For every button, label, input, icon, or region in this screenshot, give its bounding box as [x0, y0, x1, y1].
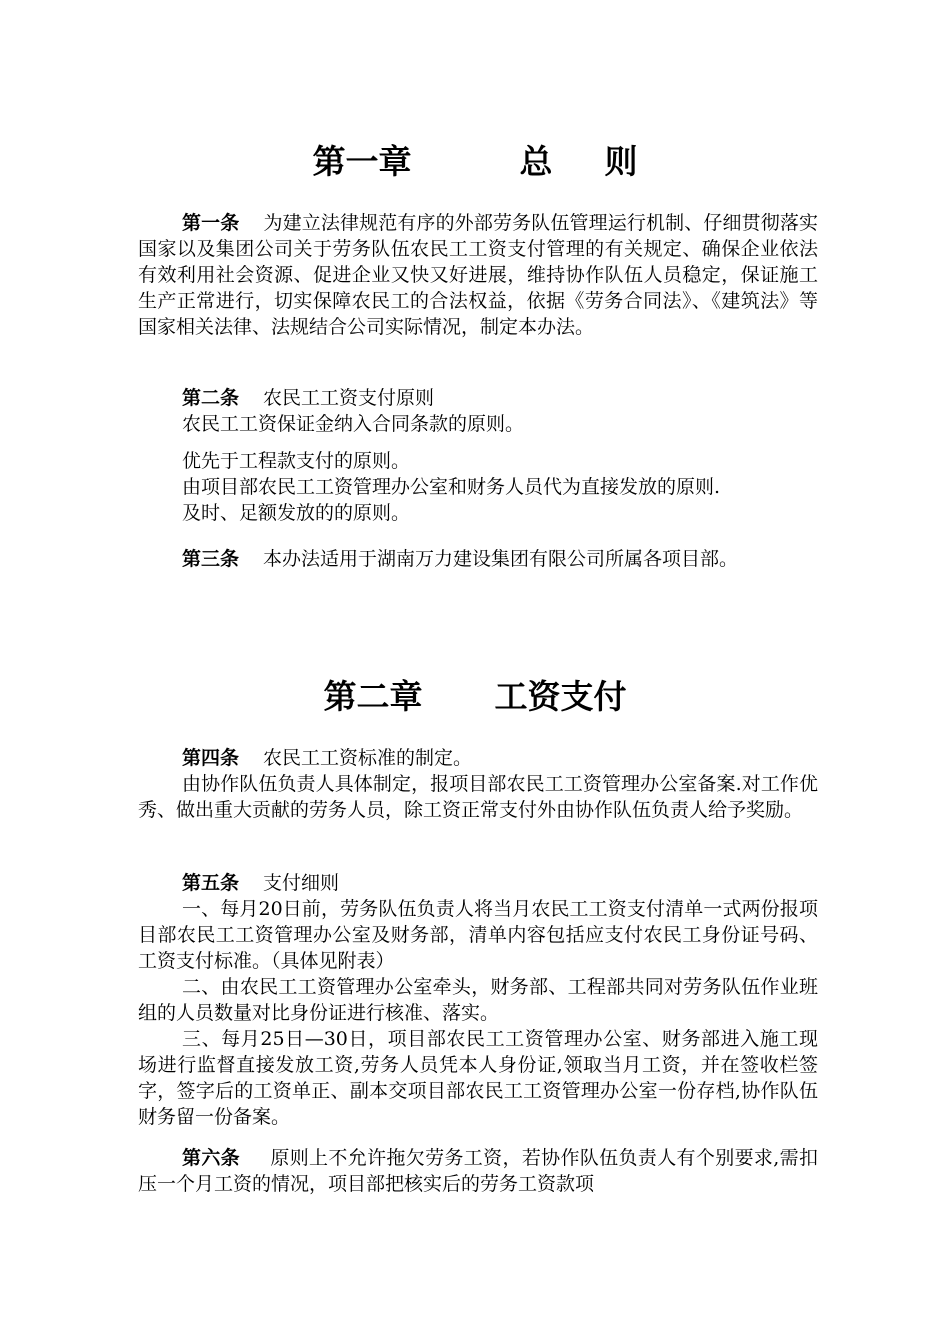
article-5 [138, 870, 818, 896]
article-2-principle-4: 及时、足额发放的的原则。 [182, 502, 411, 524]
article-2-principle-2: 优先于工程款支付的原则。 [182, 450, 411, 472]
chapter-1-title [0, 142, 950, 182]
article-5-item-1: 一、每月20日前，劳务队伍负责人将当月农民工工资支付清单一式两份报项目部农民工工资管理办公室及财务部，清单内容包括应支付农民工身份证号码、工资支付标准。（具体见附表） [138, 898, 818, 972]
article-5-item-3: 三、每月25日—30日，项目部农民工工资管理办公室、财务部进入施工现场进行监督直接发放工资,劳务人员凭本人身份证,领取当月工资，并在签收栏签字，签字后的工资单正、副本交项目部农民工工资管理办公室一份存档,协作队伍财务留一份备案。 [138, 1028, 818, 1128]
article-3-text: 本办法适用于湖南万力建设集团有限公司所属各项目部。 [263, 548, 739, 570]
article-5-item-2: 二、由农民工工资管理办公室牵头，财务部、工程部共同对劳务队伍作业班组的人员数量对比身份证进行核准、落实。 [138, 976, 818, 1024]
article-1-label: 第一条 [182, 212, 240, 234]
article-4-text: 由协作队伍负责人具体制定，报项目部农民工工资管理办公室备案.对工作优秀、做出重大贡献的劳务人员，除工资正常支付外由协作队伍负责人给予奖励。 [138, 773, 818, 821]
article-4-label: 第四条 [182, 747, 240, 769]
article-3-label: 第三条 [182, 548, 240, 570]
chapter-1-number: 第一章 [312, 142, 412, 181]
chapter-2-name: 工资支付 [494, 677, 627, 716]
article-6-label: 第六条 [182, 1147, 241, 1169]
article-2 [138, 385, 818, 411]
article-2-heading: 农民工工资支付原则 [263, 387, 435, 409]
article-6-text: 原则上不允许拖欠劳务工资，若协作队伍负责人有个别要求,需扣压一个月工资的情况，项目部把核实后的劳务工资款项 [138, 1147, 818, 1195]
chapter-1-title-char-1: 总 [519, 142, 553, 181]
article-1 [138, 210, 818, 340]
article-5-heading: 支付细则 [263, 872, 340, 894]
chapter-1-title-char-2: 则 [604, 142, 638, 181]
chapter-2-number: 第二章 [323, 677, 423, 716]
article-5-label: 第五条 [182, 872, 240, 894]
article-4 [138, 745, 818, 771]
article-1-text: 为建立法律规范有序的外部劳务队伍管理运行机制、仔细贯彻落实国家以及集团公司关于劳务队伍农民工工资支付管理的有关规定、确保企业依法有效利用社会资源、促进企业又快又好进展，维持协作队伍人员稳定，保证施工生产正常进行，切实保障农民工的合法权益，依据《劳务合同法》、《建筑法》等国家相关法律、法规结合公司实际情况，制定本办法。 [138, 212, 818, 338]
article-3 [138, 546, 818, 572]
article-2-principle-1: 农民工工资保证金纳入合同条款的原则。 [182, 413, 525, 435]
article-6 [138, 1145, 818, 1197]
chapter-2-title [0, 677, 950, 717]
article-2-label: 第二条 [182, 387, 240, 409]
article-2-principle-3: 由项目部农民工工资管理办公室和财务人员代为直接发放的原则. [182, 476, 721, 498]
article-4-heading: 农民工工资标准的制定。 [263, 747, 473, 769]
